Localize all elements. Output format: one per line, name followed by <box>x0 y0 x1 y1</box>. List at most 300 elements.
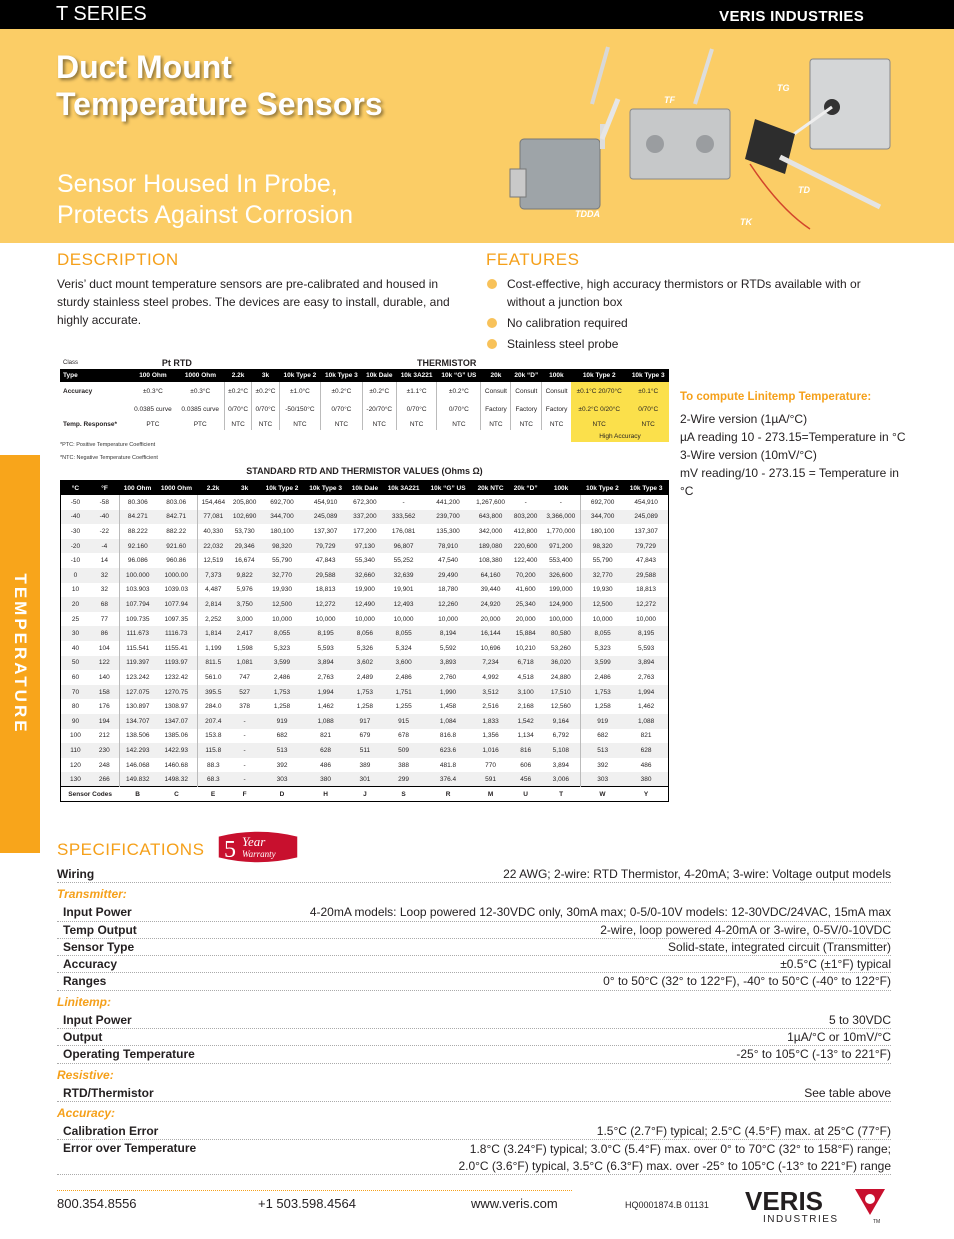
column-header: 20k “D” <box>510 481 542 496</box>
website-link[interactable]: www.veris.com <box>471 1196 558 1211</box>
sensor-class-table <box>60 357 669 442</box>
table-cell: 88.222 <box>119 524 156 539</box>
table-cell: 1,462 <box>317 703 334 711</box>
table-cell: 388 <box>398 761 410 769</box>
spec-row: Input Power 4-20mA models: Loop powered 12-30VDC only, 30mA max; 0-5/0-10V models: 12-30VDC/24VAC, 15mA max <box>57 904 891 921</box>
column-header: 20k NTC <box>471 481 509 496</box>
table-cell: 29,490 <box>425 568 472 583</box>
spec-group-heading: Resistive: <box>57 1067 114 1082</box>
table-cell: 821 <box>320 732 332 740</box>
table-cell: 20,000 <box>515 615 536 623</box>
response-cell: NTC <box>511 418 542 430</box>
table-cell: 36,020 <box>542 656 581 671</box>
accuracy-cell: 0.0385 curve <box>134 405 172 413</box>
page-subtitle: Sensor Housed In Probe, Protects Against Corrosion <box>57 170 353 229</box>
table-cell: 4,992 <box>482 674 499 682</box>
table-cell: 88.3 <box>197 758 229 773</box>
table-cell: 30 <box>61 626 90 641</box>
header-bar <box>0 0 954 29</box>
table-cell: 245,089 <box>624 510 668 525</box>
table-cell: 456 <box>510 772 542 787</box>
table-cell: 77,081 <box>197 510 229 525</box>
table-cell: 2,417 <box>229 626 260 641</box>
photo-label-tf: TF <box>664 95 675 105</box>
type-row <box>60 369 669 382</box>
column-header: 10k Type 3 <box>304 481 348 496</box>
table-row <box>61 772 669 787</box>
table-row <box>61 583 669 598</box>
row-label: Accuracy <box>63 387 93 395</box>
spec-row: Wiring 22 AWG; 2-wire: RTD Thermistor, 4-20mA; 3-wire: Voltage output models <box>57 866 891 883</box>
table-cell: 119.397 <box>119 656 156 671</box>
table-cell: 511 <box>347 743 382 758</box>
table-cell: 104 <box>98 644 110 652</box>
table-cell: 107.794 <box>119 597 156 612</box>
row-label: Type <box>60 369 129 382</box>
table-cell: 60 <box>71 674 80 682</box>
spec-row: Output 1µA/°C or 10mV/°C <box>57 1029 891 1046</box>
table-cell: - <box>229 772 260 787</box>
linitemp-box <box>680 388 910 500</box>
table-cell: 5,323 <box>581 641 625 656</box>
table-cell: 921.60 <box>156 539 197 554</box>
table-cell: 10,000 <box>272 615 292 623</box>
table-cell: 20 <box>61 597 90 612</box>
table-cell: - <box>243 761 246 769</box>
description-title: DESCRIPTION <box>57 250 179 269</box>
table-cell: 6,792 <box>552 732 569 740</box>
table-cell: 5,592 <box>439 644 457 652</box>
table-cell: 326,600 <box>542 568 581 583</box>
table-cell: 29,346 <box>229 539 260 554</box>
table-cell: 19,901 <box>393 586 414 594</box>
table-cell: 1,598 <box>236 644 253 652</box>
table-cell: 3,512 <box>471 685 509 700</box>
table-cell: 1,814 <box>197 626 229 641</box>
table-cell: 1,458 <box>439 703 457 711</box>
table-cell: 380 <box>304 772 348 787</box>
document-code: HQ0001874.B 01131 <box>625 1200 709 1210</box>
sensor-code: C <box>156 787 197 802</box>
table-cell: 153.8 <box>197 729 229 744</box>
table-cell: 53,730 <box>234 528 255 536</box>
table-cell: 628 <box>304 743 348 758</box>
table-cell: 380 <box>624 772 668 787</box>
table-row <box>61 743 669 758</box>
table-row <box>61 539 669 554</box>
pt-rtd-heading: Pt RTD <box>161 358 192 368</box>
accuracy-cell: ±0.1°C 20/70°C <box>571 382 627 400</box>
series-label: T SERIES <box>56 3 147 25</box>
type-cell: 20k “D” <box>511 369 542 382</box>
table-cell: 3,600 <box>382 656 424 671</box>
table-cell: 682 <box>276 732 288 740</box>
spec-row: Input Power 5 to 30VDC <box>57 1012 891 1029</box>
table-cell: 12,272 <box>304 597 348 612</box>
type-cell: 3k <box>252 369 279 382</box>
table-cell: 7,373 <box>197 568 229 583</box>
table-cell: 284.0 <box>197 699 229 714</box>
table-cell: -30 <box>70 528 81 536</box>
column-header: 10k Type 3 <box>624 481 668 496</box>
svg-text:5: 5 <box>224 837 236 863</box>
table-cell: 110 <box>61 743 90 758</box>
table-cell: -58 <box>99 498 110 506</box>
column-header: 100 Ohm <box>119 481 156 496</box>
sensor-codes-label: Sensor Codes <box>61 787 120 802</box>
table-cell: 220,600 <box>510 539 542 554</box>
table-cell: 86 <box>90 626 119 641</box>
table-cell: 513 <box>581 743 625 758</box>
table-cell: 12,490 <box>347 597 382 612</box>
table-cell: 194 <box>90 714 119 729</box>
type-cell: 10k “G” US <box>437 369 481 382</box>
table-cell: 454,910 <box>634 498 658 506</box>
table-cell: 1155.41 <box>164 644 188 652</box>
table-cell: 18,813 <box>636 586 657 594</box>
table-cell: 10,000 <box>354 615 375 623</box>
intl-phone-number: +1 503.598.4564 <box>258 1196 356 1211</box>
table-cell: 180,100 <box>581 524 625 539</box>
table-cell: 7,234 <box>471 656 509 671</box>
feature-item: Stainless steel probe <box>486 335 891 353</box>
accuracy-cell: ±0.3°C <box>190 387 211 395</box>
accuracy-cell: 0/70°C <box>627 400 669 418</box>
photo-label-tk: TK <box>740 217 752 227</box>
table-cell: -4 <box>90 539 119 554</box>
table-cell: -10 <box>70 557 81 565</box>
high-accuracy-label: High Accuracy <box>571 430 669 442</box>
table-cell: 32,639 <box>382 568 424 583</box>
table-cell: - <box>524 498 527 506</box>
table-cell: 378 <box>239 703 251 711</box>
table-row <box>61 612 669 627</box>
table-cell: 149.832 <box>119 772 156 787</box>
table-cell: 79,729 <box>624 539 668 554</box>
table-cell: 591 <box>471 772 509 787</box>
table-cell: 1097.35 <box>164 615 188 623</box>
photo-label-tg: TG <box>777 83 790 93</box>
hero-banner <box>0 29 954 243</box>
table-cell: 24,880 <box>550 674 571 682</box>
table-cell: 1385.06 <box>164 732 188 740</box>
table-cell: 8,056 <box>347 626 382 641</box>
sensor-code: U <box>510 787 542 802</box>
spec-row: Ranges 0° to 50°C (32° to 122°F), -40° to 50°C (-40° to 122°F) <box>57 973 891 990</box>
table-cell: 441,200 <box>436 498 460 506</box>
spec-group-heading: Transmitter: <box>57 887 127 902</box>
table-cell: 9,164 <box>542 714 581 729</box>
table-cell: 5,324 <box>395 644 412 652</box>
photo-label-td: TD <box>798 185 810 195</box>
table-cell: 3,750 <box>229 597 260 612</box>
table-cell: 3,599 <box>260 656 304 671</box>
table-cell: 80,580 <box>542 626 581 641</box>
table-cell: 212 <box>98 732 110 740</box>
table-cell: 53,260 <box>550 644 571 652</box>
table-cell: 1,267,600 <box>476 498 506 506</box>
type-cell: 2.2k <box>224 369 251 382</box>
accuracy-cell: ±1.1°C <box>396 382 436 400</box>
table-cell: 24,920 <box>471 597 509 612</box>
type-cell: 20k <box>481 369 511 382</box>
accuracy-cell: 0/70°C <box>252 400 279 418</box>
spec-group-heading: Linitemp: <box>57 994 111 1009</box>
table-cell: 180,100 <box>270 528 294 536</box>
table-cell: 8,195 <box>304 626 348 641</box>
table-cell: 100.000 <box>119 568 156 583</box>
table-cell: 154,464 <box>197 495 229 510</box>
sensor-code: M <box>471 787 509 802</box>
table-cell: 816.8 <box>439 732 457 740</box>
table-cell: 301 <box>347 772 382 787</box>
table-cell: 32,770 <box>581 568 625 583</box>
table-cell: 108,380 <box>478 557 503 565</box>
table-cell: 41,600 <box>515 586 536 594</box>
table-cell: 146.068 <box>119 758 156 773</box>
sensor-code: E <box>197 787 229 802</box>
sensor-code: W <box>581 787 625 802</box>
table-cell: 12,260 <box>425 597 472 612</box>
table-cell: 239,700 <box>425 510 472 525</box>
accuracy-cell: Consult <box>542 382 571 400</box>
type-cell: 10k 3A221 <box>396 369 436 382</box>
table-cell: 77 <box>100 615 108 623</box>
table-cell: 248 <box>98 761 110 769</box>
response-cell: NTC <box>481 418 511 430</box>
table-cell: 1,770,000 <box>546 528 576 536</box>
table-cell: 1,081 <box>229 656 260 671</box>
table-cell: 1193.97 <box>156 656 197 671</box>
table-cell: 1,084 <box>425 714 472 729</box>
table-cell: 55,790 <box>272 557 292 565</box>
table-cell: 12,493 <box>382 597 424 612</box>
sensor-code: R <box>425 787 472 802</box>
table-cell: 3,599 <box>581 656 625 671</box>
table-row <box>61 670 669 685</box>
table-cell: 1422.93 <box>156 743 197 758</box>
table-cell: 770 <box>485 761 496 769</box>
spec-group-heading: Accuracy: <box>57 1105 116 1120</box>
table-cell: 138.506 <box>119 729 156 744</box>
column-header: °F <box>90 481 119 496</box>
table-cell: 137,307 <box>634 528 658 536</box>
column-header: 2.2k <box>197 481 229 496</box>
brand-name: VERIS INDUSTRIES <box>719 8 864 25</box>
response-cell: NTC <box>627 418 669 430</box>
table-cell: 4,487 <box>197 583 229 598</box>
spec-row: Sensor Type Solid-state, integrated circuit (Transmitter) <box>57 939 891 956</box>
table-cell: 10,000 <box>315 615 336 623</box>
table-cell: 5,593 <box>317 644 334 652</box>
table-cell: 8,194 <box>425 626 472 641</box>
table-cell: 1,542 <box>510 714 542 729</box>
table-cell: 971,200 <box>542 539 581 554</box>
table-cell: 1,833 <box>471 714 509 729</box>
table-cell: 3,893 <box>425 656 472 671</box>
table-cell: 679 <box>359 732 371 740</box>
sensor-code: D <box>260 787 304 802</box>
svg-text:Warranty: Warranty <box>242 849 276 859</box>
accuracy-cell: ±0.2°C <box>321 382 362 400</box>
table-cell: 32,660 <box>347 568 382 583</box>
linitemp-title: To compute Linitemp Temperature: <box>680 391 872 403</box>
table-cell: 137,307 <box>313 528 338 536</box>
table-cell: 29,588 <box>624 568 668 583</box>
table-cell: 917 <box>347 714 382 729</box>
table-cell: 199,000 <box>549 586 573 594</box>
accuracy-cell: Consult <box>481 382 511 400</box>
table-cell: -20 <box>61 539 90 554</box>
table-cell: 816 <box>510 743 542 758</box>
table-row <box>61 524 669 539</box>
feature-item: Cost-effective, high accuracy thermistors or RTDs available with or without a junction box <box>486 275 891 311</box>
type-cell: 1000 Ohm <box>177 369 225 382</box>
table-cell: 20,000 <box>480 615 501 623</box>
table-cell: 16,674 <box>234 557 255 565</box>
type-cell: 10k Type 2 <box>279 369 320 382</box>
table-cell: 821 <box>640 732 652 740</box>
table-cell: 9,822 <box>229 568 260 583</box>
table-cell: 8,055 <box>382 626 424 641</box>
table-row <box>61 758 669 773</box>
table-row <box>61 641 669 656</box>
features-title: FEATURES <box>486 250 580 269</box>
response-row <box>60 418 669 430</box>
table-cell: -40 <box>61 510 90 525</box>
sensor-code: B <box>119 787 156 802</box>
table-cell: 803.06 <box>166 498 187 506</box>
table-cell: 12,272 <box>624 597 668 612</box>
table-cell: 919 <box>581 714 625 729</box>
table-cell: 682 <box>581 729 625 744</box>
spec-row: Accuracy ±0.5°C (±1°F) typical <box>57 956 891 973</box>
table-cell: 47,843 <box>636 557 657 565</box>
table-cell: 176,081 <box>391 528 416 536</box>
table-cell: 1077.94 <box>156 597 197 612</box>
table-cell: - <box>229 743 260 758</box>
table-cell: 122,400 <box>513 557 538 565</box>
table-cell: 115.8 <box>197 743 229 758</box>
table-cell: 1498.32 <box>156 772 197 787</box>
table-cell: 960.86 <box>166 557 187 565</box>
table-cell: 3,366,000 <box>542 510 581 525</box>
specifications-title: SPECIFICATIONS <box>57 840 205 859</box>
feature-item: No calibration required <box>486 314 891 332</box>
features-list <box>486 275 891 356</box>
table-cell: 68 <box>90 597 119 612</box>
table-cell: 692,700 <box>270 498 294 506</box>
sensor-code: Y <box>624 787 668 802</box>
table-cell: 1270.75 <box>156 685 197 700</box>
table-row <box>61 597 669 612</box>
table-cell: 803,200 <box>510 510 542 525</box>
table-cell: 842.71 <box>156 510 197 525</box>
table-cell: 5,976 <box>236 586 253 594</box>
product-photo <box>480 29 950 243</box>
bullet-icon <box>487 318 497 328</box>
table-cell: 98,320 <box>581 539 625 554</box>
table-cell: 3,100 <box>510 685 542 700</box>
table-cell: 389 <box>359 761 371 769</box>
table-cell: 1,753 <box>581 685 625 700</box>
accuracy-cell: Factory <box>542 400 571 418</box>
table-cell: 96.086 <box>119 553 156 568</box>
table-cell: 392 <box>276 761 288 769</box>
values-header-row <box>61 481 669 496</box>
sensor-code: S <box>382 787 424 802</box>
table-cell: 344,700 <box>581 510 625 525</box>
linitemp-line: 3-Wire version (10mV/°C) <box>680 448 817 462</box>
table-cell: 177,200 <box>353 528 377 536</box>
table-cell: 2,760 <box>439 674 457 682</box>
specifications-list <box>57 866 891 1175</box>
table-cell: 10 <box>71 586 80 594</box>
sensor-code: T <box>542 787 581 802</box>
table-cell: 1347.07 <box>156 714 197 729</box>
table-cell: 134.707 <box>119 714 156 729</box>
page-title: Duct Mount Temperature Sensors <box>56 49 383 122</box>
table-cell: 12,500 <box>581 597 625 612</box>
table-cell: 1,753 <box>347 685 382 700</box>
table-cell: 135,300 <box>436 528 460 536</box>
spec-row: Calibration Error 1.5°C (2.7°F) typical; 2.5°C (4.5°F) max. at 25°C (77°F) <box>57 1123 891 1140</box>
table-cell: 1,258 <box>273 703 291 711</box>
table-cell: 606 <box>520 761 532 769</box>
table-cell: 68.3 <box>197 772 229 787</box>
table-cell: 486 <box>320 761 332 769</box>
bullet-icon <box>487 339 497 349</box>
table-cell: 3,000 <box>236 615 253 623</box>
table-cell: 2,489 <box>356 674 374 682</box>
type-cell: 10k Type 3 <box>321 369 362 382</box>
table-cell: 3,894 <box>624 656 668 671</box>
values-table <box>60 480 669 802</box>
table-cell: 32 <box>90 568 119 583</box>
table-cell: 1,258 <box>356 703 374 711</box>
table-cell: 299 <box>382 772 424 787</box>
table-cell: 1,258 <box>581 699 625 714</box>
table-cell: 1308.97 <box>164 703 188 711</box>
table-cell: 64,160 <box>471 568 509 583</box>
table-cell: 1,994 <box>304 685 348 700</box>
spec-row: RTD/Thermistor See table above <box>57 1085 891 1102</box>
table-cell: 97,130 <box>347 539 382 554</box>
table-row <box>61 729 669 744</box>
accuracy-cell: 0/70°C <box>224 400 251 418</box>
table-cell: 919 <box>260 714 304 729</box>
table-cell: 12,519 <box>197 553 229 568</box>
table-cell: 90 <box>61 714 90 729</box>
table-cell: 2,763 <box>317 674 334 682</box>
table-cell: 230 <box>90 743 119 758</box>
table-cell: 628 <box>624 743 668 758</box>
temperature-side-tab: TEMPERATURE <box>0 455 40 853</box>
table-cell: 6,718 <box>510 656 542 671</box>
accuracy-cell: ±0.3°C <box>142 387 163 395</box>
table-cell: 486 <box>640 761 652 769</box>
type-cell: 10k Type 2 <box>571 369 627 382</box>
table-cell: 47,843 <box>315 557 336 565</box>
table-cell: 1,462 <box>637 703 655 711</box>
table-row <box>61 699 669 714</box>
table-cell: 55,340 <box>354 557 375 565</box>
table-cell: 1,088 <box>304 714 348 729</box>
table-cell: 10,000 <box>581 612 625 627</box>
table-cell: 25 <box>71 615 80 623</box>
table-row <box>61 626 669 641</box>
values-table-title: STANDARD RTD AND THERMISTOR VALUES (Ohms Ω) <box>246 466 483 476</box>
